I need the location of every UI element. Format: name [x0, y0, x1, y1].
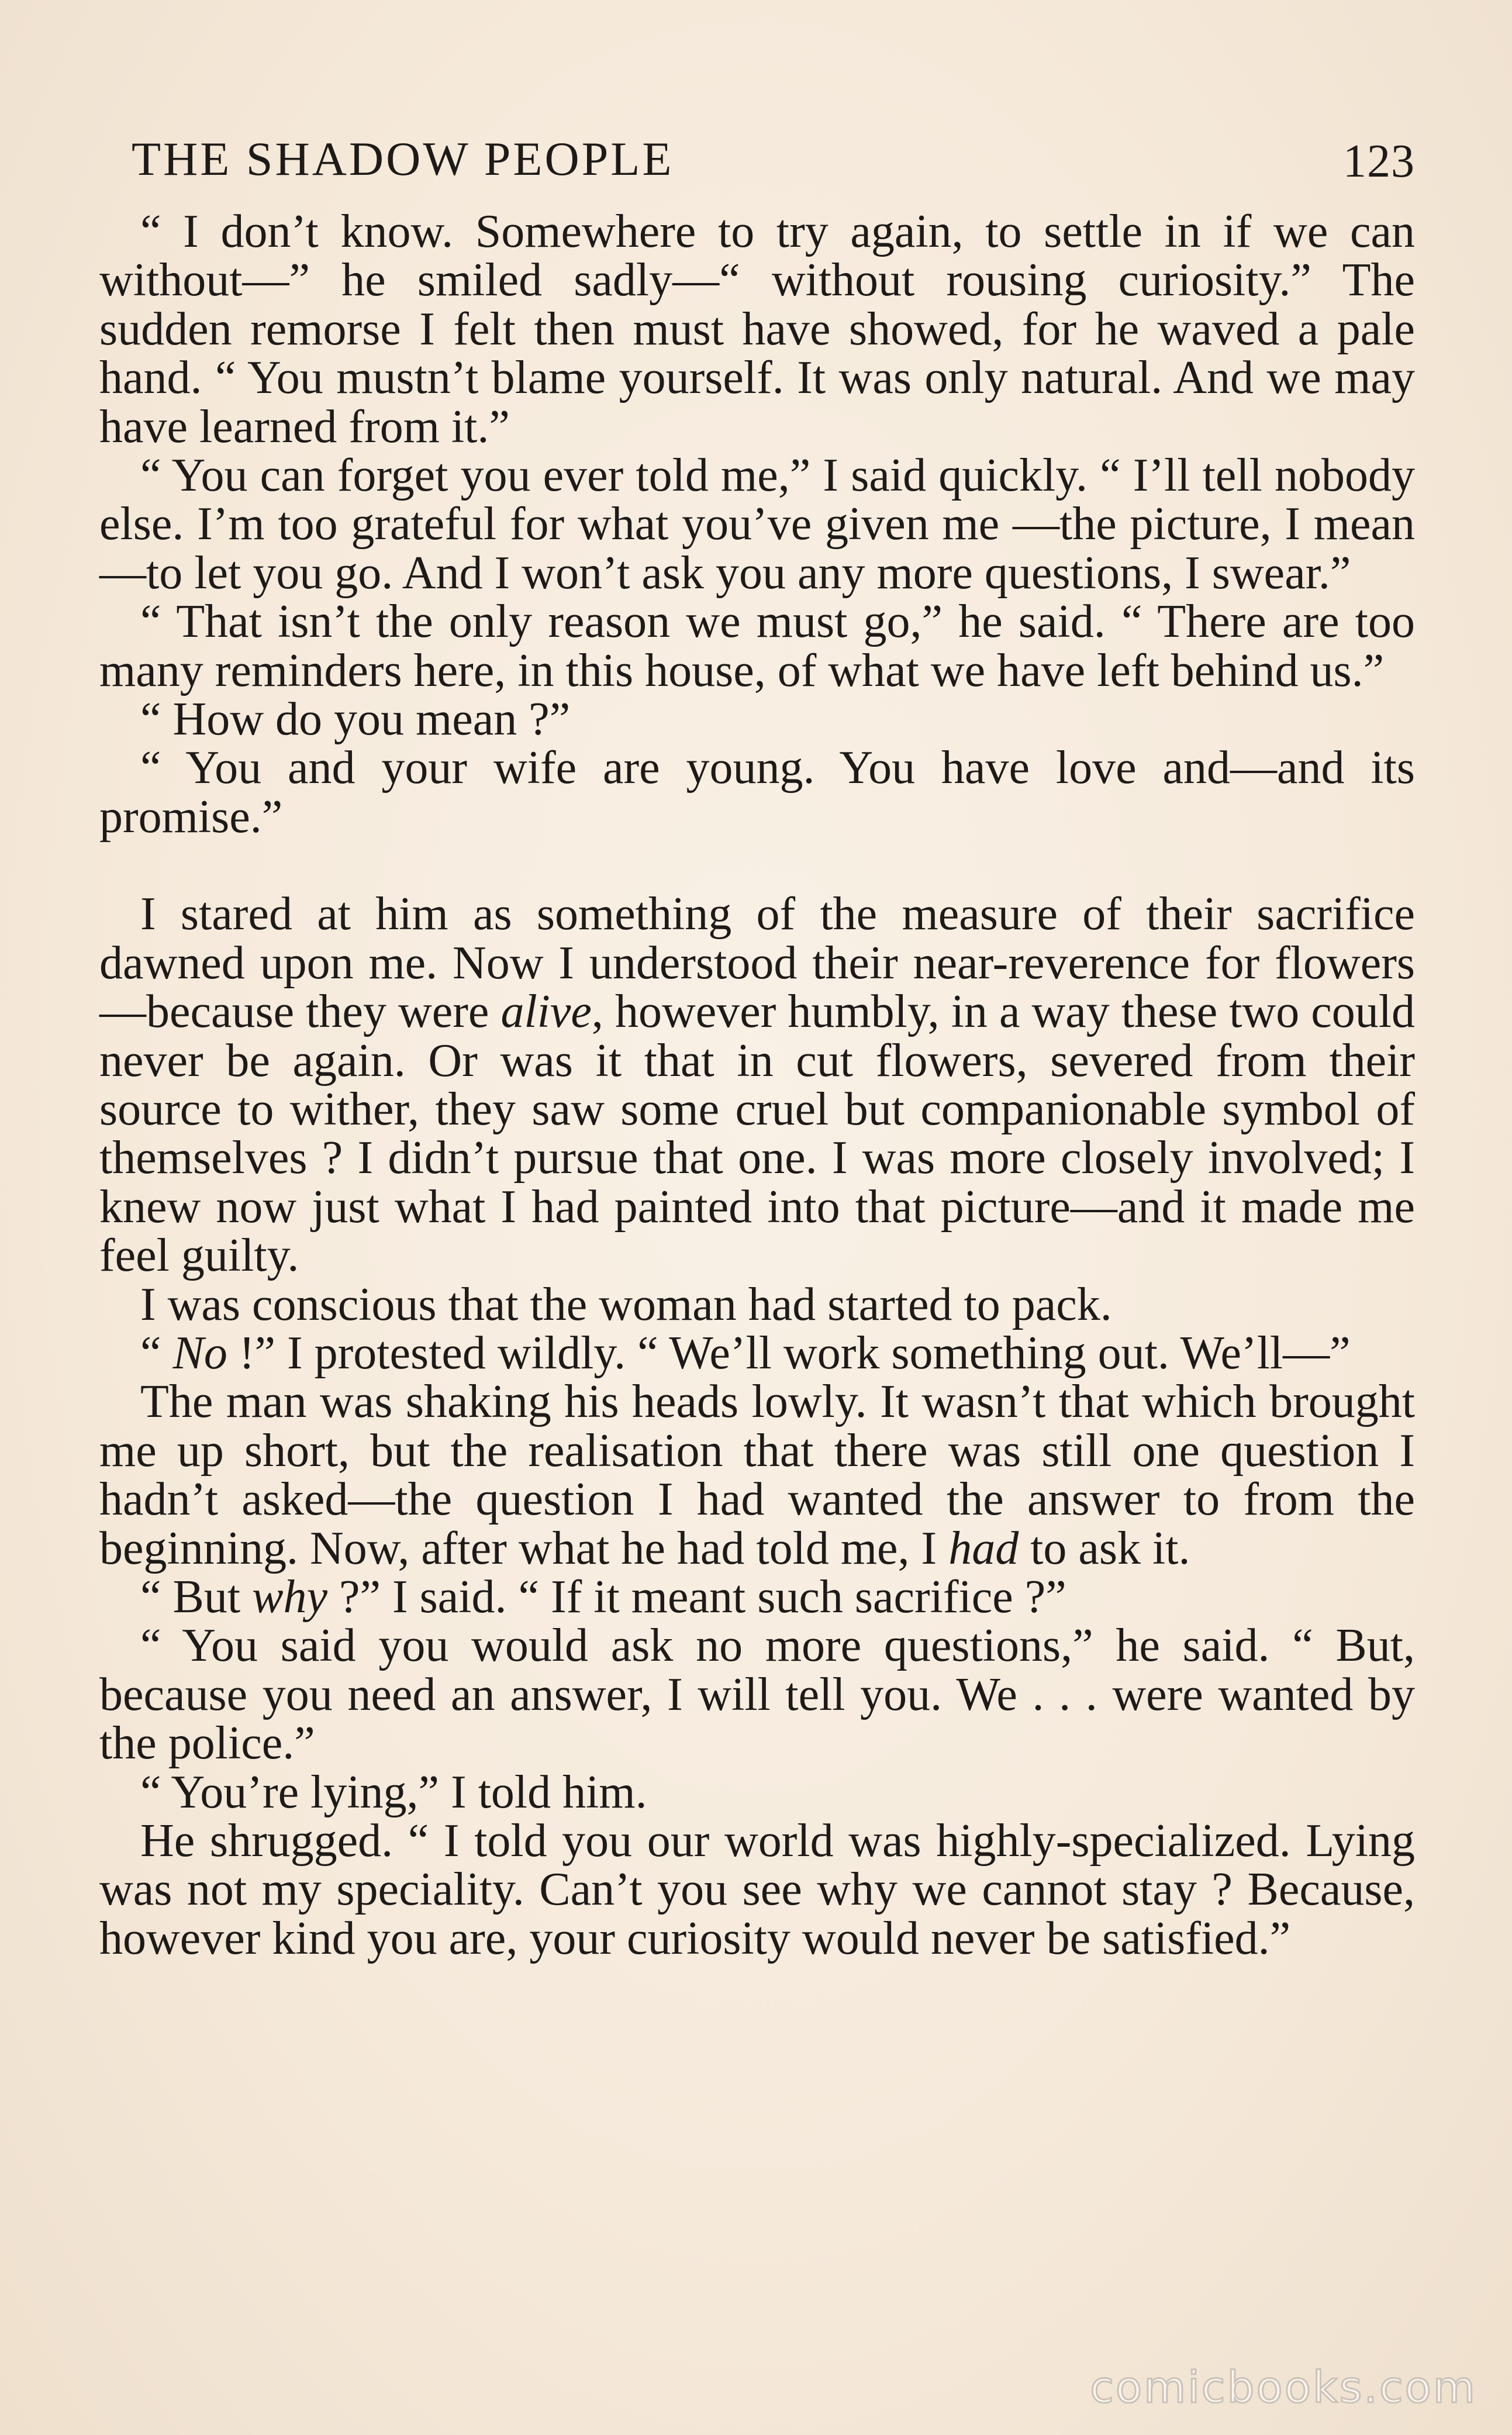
italic-text: No	[172, 1327, 227, 1379]
italic-text: alive	[500, 986, 592, 1038]
text-run: “ That isn’t the only reason we must go,” he said. “ There are too many reminders here, in this house, of what we have left behind us.”	[99, 596, 1415, 696]
text-run: !” I protested wildly. “ We’ll work something out. We’ll—”	[227, 1327, 1351, 1379]
paragraph	[99, 451, 1415, 598]
text-run: “ You’re lying,” I told him.	[140, 1766, 647, 1818]
paragraph	[99, 744, 1415, 841]
paragraph	[99, 1573, 1415, 1622]
text-run: , however humbly, in a way these two could never be again. Or was it that in cut flowers, severed from their source to wither, they saw some cruel but companionable symbol of themselves ? I didn’t pursue that one. I was more closely involved; I knew now just what I had painted into that picture—and it made me feel guilty.	[99, 986, 1416, 1282]
text-run: “ You and your wife are young. You have love and—and its promise.”	[99, 742, 1415, 843]
text-run: I stared at him as something of the measure of their sacrifice dawned upon me. Now I understood their near-reverence for flowers—because they were	[99, 888, 1415, 1038]
paragraph	[99, 1329, 1415, 1378]
text-run: “	[140, 1327, 173, 1379]
paragraph	[99, 1622, 1415, 1768]
body-text	[99, 208, 1415, 1963]
paragraph	[99, 208, 1415, 451]
text-run: “ How do you mean ?”	[140, 694, 571, 746]
watermark: comicbooks.com	[1090, 2362, 1477, 2413]
paragraph	[99, 1768, 1415, 1817]
paragraph	[99, 1817, 1415, 1963]
paragraph	[99, 1278, 1415, 1330]
running-head	[99, 132, 1415, 208]
paragraph	[99, 890, 1415, 1280]
text-run: ?” I said. “ If it meant such sacrifice ?”	[327, 1571, 1066, 1623]
italic-text: had	[948, 1522, 1019, 1574]
text-run: “ You said you would ask no more questions,” he said. “ But, because you need an answer, I will tell you. We . . . were wanted by the police.”	[99, 1620, 1415, 1770]
italic-text: why	[252, 1571, 327, 1623]
book-page	[99, 132, 1415, 1963]
paragraph	[99, 598, 1415, 695]
paragraph	[99, 695, 1415, 744]
running-title: THE SHADOW PEOPLE	[132, 132, 674, 185]
text-run: The man was shaking his heads lowly. It wasn’t that which brought me up short, but the realisation that there was still one question I hadn’t asked—the question I had wanted the answer to from the beginning. Now, after what he had told me, I	[99, 1376, 1415, 1574]
text-run: to ask it.	[1019, 1522, 1190, 1574]
text-run: “ But	[140, 1571, 253, 1623]
text-run: I was conscious that the woman had started to pack.	[140, 1278, 1112, 1330]
text-run: “ I don’t know. Somewhere to try again, to settle in if we can without—” he smiled sadly—“ without rousing curiosity.” The sudden remorse I felt then must have showed, for he waved a pale hand. “ You mustn’t blame yourself. It was only natural. And we may have learned from it.”	[99, 206, 1415, 453]
text-run: He shrugged. “ I told you our world was highly-specialized. Lying was not my speciality. Can’t you see why we cannot stay ? Because, however kind you are, your curiosity would never be satisfied.”	[99, 1815, 1415, 1964]
text-run: “ You can forget you ever told me,” I said quickly. “ I’ll tell nobody else. I’m too grateful for what you’ve given me —the picture, I mean—to let you go. And I won’t ask you any more questions, I swear.”	[99, 450, 1415, 599]
paragraph	[99, 1378, 1415, 1573]
page-number: 123	[1343, 136, 1415, 187]
